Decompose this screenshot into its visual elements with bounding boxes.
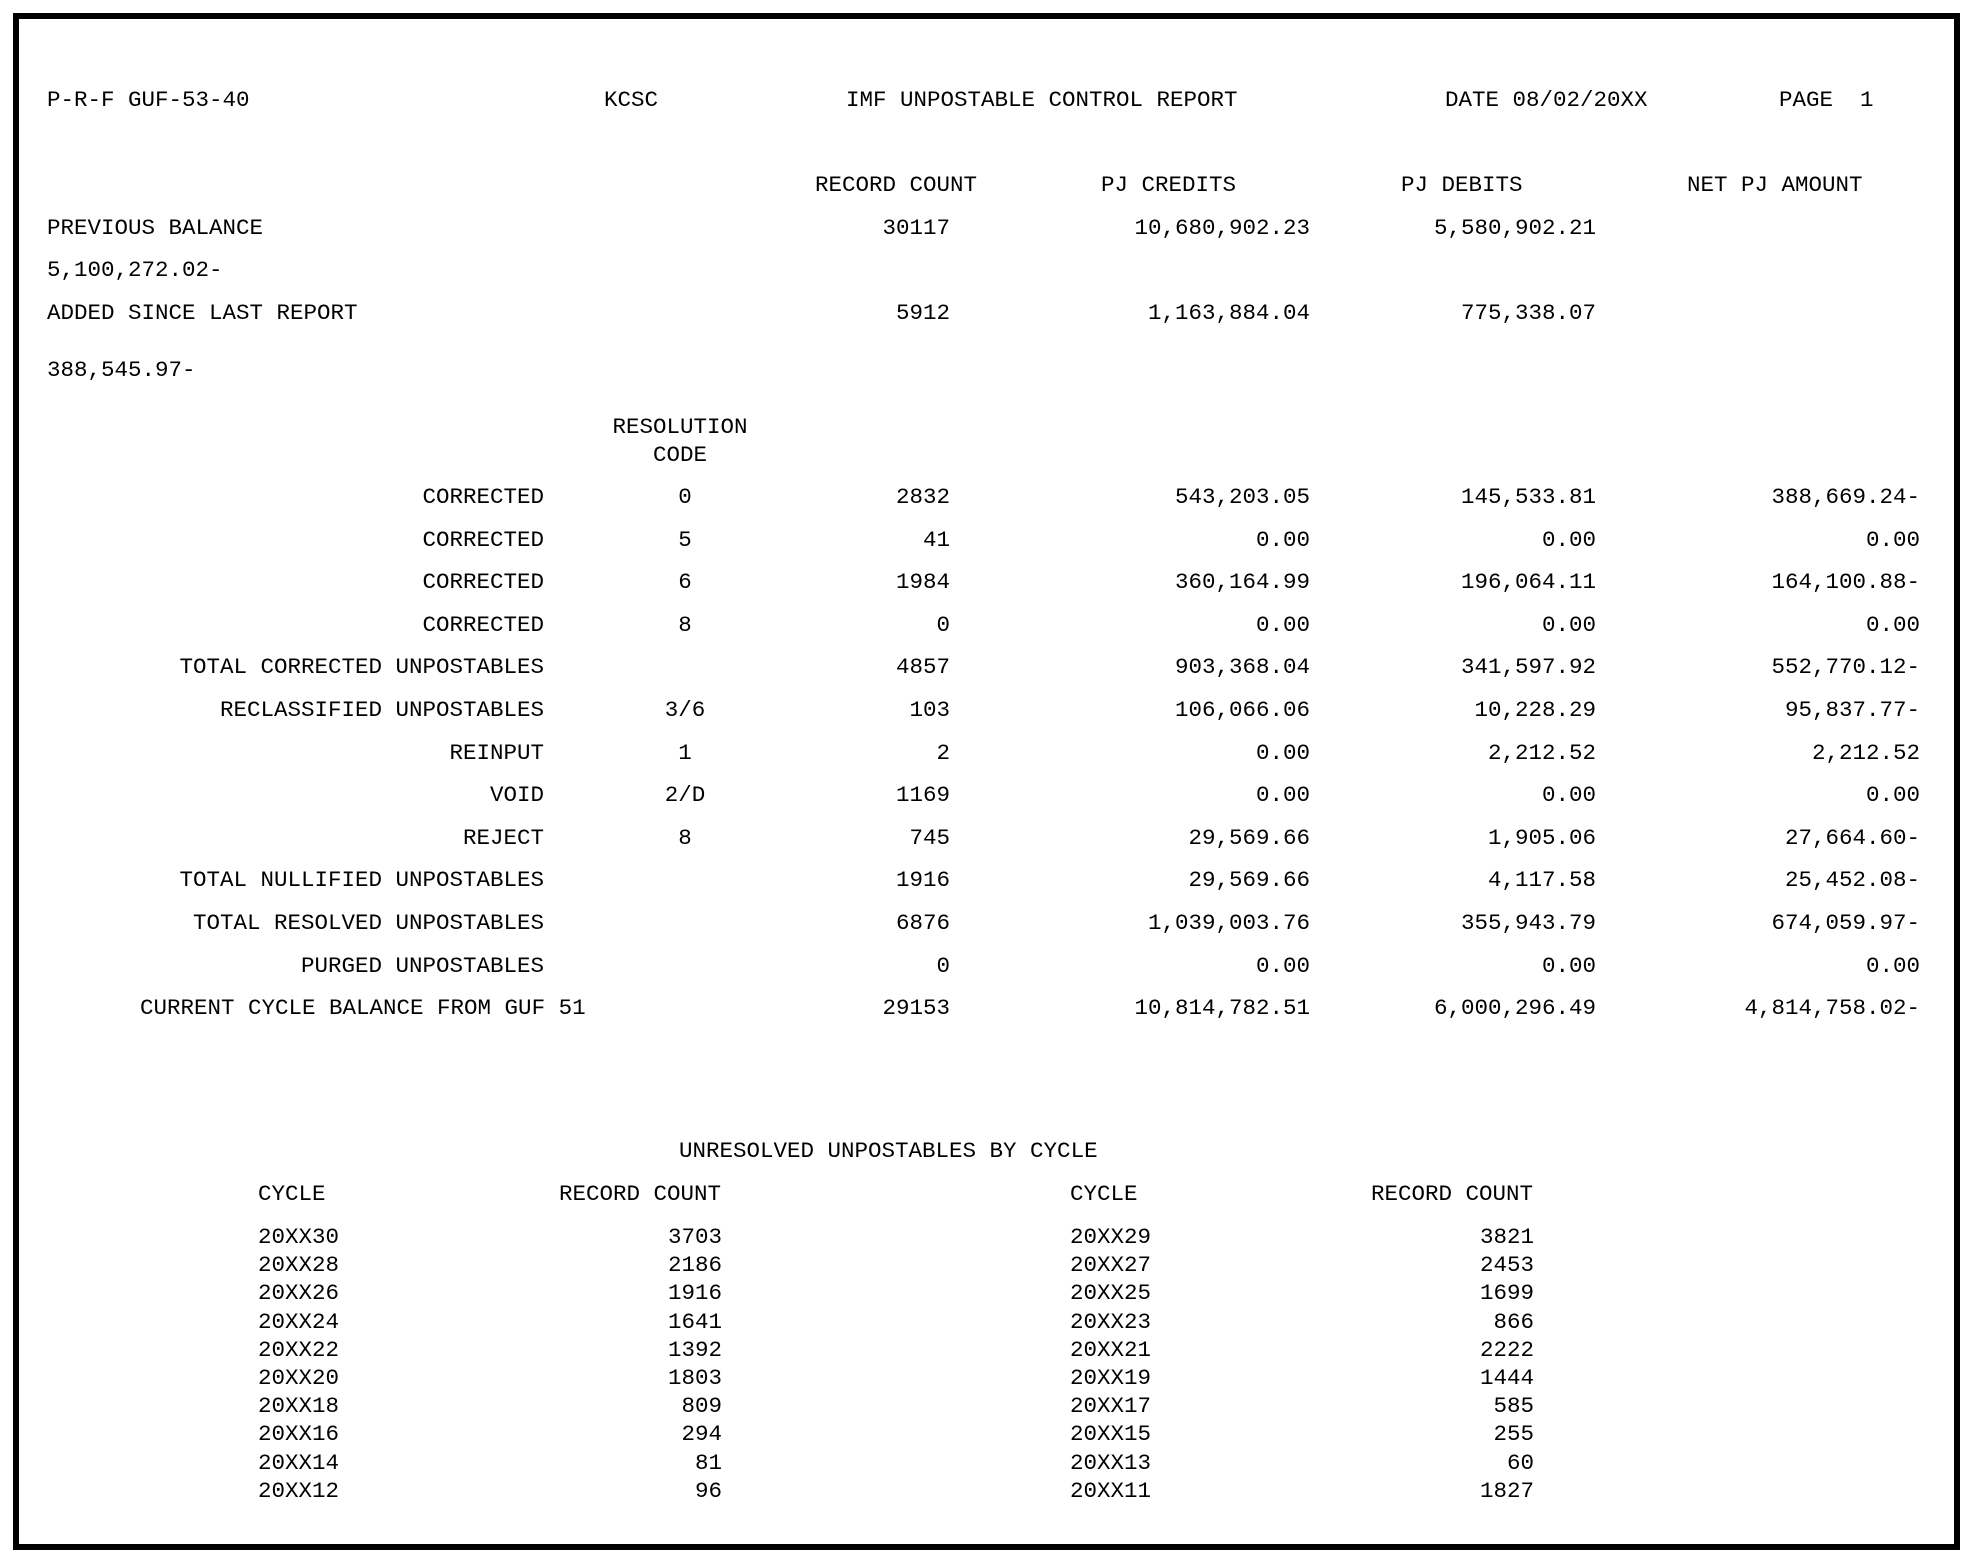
cycle-id: 20XX22 [258, 1337, 340, 1363]
previous-balance-debits: 5,580,902.21 [1433, 215, 1596, 241]
cycle-id: 20XX23 [1070, 1309, 1152, 1335]
cycle-id: 20XX15 [1070, 1421, 1152, 1447]
row-net: 0.00 [1865, 527, 1920, 553]
cycle-record-count: 3703 [667, 1224, 722, 1250]
row-label: REJECT [462, 825, 544, 851]
row-count: 4857 [895, 654, 950, 680]
row-net: 164,100.88- [1771, 569, 1920, 595]
row-debits: 196,064.11 [1460, 569, 1596, 595]
report-date: DATE 08/02/20XX [1445, 87, 1648, 113]
row-debits: 10,228.29 [1474, 697, 1596, 723]
row-debits: 2,212.52 [1487, 740, 1596, 766]
cycle-id: 20XX13 [1070, 1450, 1152, 1476]
row-credits: 0.00 [1255, 527, 1310, 553]
cycle-id: 20XX21 [1070, 1337, 1152, 1363]
col-header-record-count: RECORD COUNT [815, 172, 978, 198]
row-label: CURRENT CYCLE BALANCE FROM GUF 51 [140, 995, 586, 1021]
row-debits: 145,533.81 [1460, 484, 1596, 510]
row-net: 25,452.08- [1784, 867, 1920, 893]
cycle-id: 20XX20 [258, 1365, 340, 1391]
row-debits: 0.00 [1541, 612, 1596, 638]
col-header-pj-debits: PJ DEBITS [1401, 172, 1523, 198]
row-credits: 29,569.66 [1188, 867, 1310, 893]
row-count: 1169 [895, 782, 950, 808]
row-label: TOTAL CORRECTED UNPOSTABLES [179, 654, 544, 680]
previous-balance-label: PREVIOUS BALANCE [47, 215, 264, 241]
row-code: 0 [678, 484, 692, 510]
cycle-id: 20XX19 [1070, 1365, 1152, 1391]
cycle-record-count: 1444 [1479, 1365, 1534, 1391]
cycle-record-count: 1392 [667, 1337, 722, 1363]
row-credits: 543,203.05 [1174, 484, 1310, 510]
row-credits: 0.00 [1255, 612, 1310, 638]
row-debits: 6,000,296.49 [1433, 995, 1596, 1021]
row-credits: 0.00 [1255, 953, 1310, 979]
row-code: 8 [678, 612, 692, 638]
row-code: 6 [678, 569, 692, 595]
row-code: 8 [678, 825, 692, 851]
report-id: P-R-F GUF-53-40 [47, 87, 250, 113]
cycle-id: 20XX14 [258, 1450, 340, 1476]
added-label: ADDED SINCE LAST REPORT [47, 300, 358, 326]
row-count: 2832 [895, 484, 950, 510]
cycle-record-count: 3821 [1479, 1224, 1534, 1250]
cycle-record-count: 255 [1493, 1421, 1534, 1447]
row-count: 41 [922, 527, 950, 553]
row-credits: 10,814,782.51 [1134, 995, 1310, 1021]
row-net: 552,770.12- [1771, 654, 1920, 680]
row-debits: 341,597.92 [1460, 654, 1596, 680]
cycle-record-count: 1803 [667, 1365, 722, 1391]
row-label: CORRECTED [422, 484, 544, 510]
row-credits: 29,569.66 [1188, 825, 1310, 851]
row-label: REINPUT [449, 740, 544, 766]
row-label: PURGED UNPOSTABLES [300, 953, 544, 979]
resolution-header-line1: RESOLUTION [612, 414, 748, 440]
cycle-id: 20XX25 [1070, 1280, 1152, 1306]
row-count: 0 [936, 612, 950, 638]
cycle-id: 20XX16 [258, 1421, 340, 1447]
previous-balance-credits: 10,680,902.23 [1134, 215, 1310, 241]
cycle-id: 20XX12 [258, 1478, 340, 1504]
cycle-id: 20XX30 [258, 1224, 340, 1250]
row-code: 1 [678, 740, 692, 766]
center-code: KCSC [604, 87, 659, 113]
row-net: 674,059.97- [1771, 910, 1920, 936]
page-number: PAGE 1 [1779, 87, 1874, 113]
row-credits: 0.00 [1255, 740, 1310, 766]
row-count: 1916 [895, 867, 950, 893]
row-debits: 0.00 [1541, 782, 1596, 808]
row-count: 103 [909, 697, 950, 723]
row-label: CORRECTED [422, 612, 544, 638]
row-label: RECLASSIFIED UNPOSTABLES [219, 697, 544, 723]
row-credits: 1,039,003.76 [1147, 910, 1310, 936]
row-credits: 0.00 [1255, 782, 1310, 808]
row-debits: 4,117.58 [1487, 867, 1596, 893]
row-net: 95,837.77- [1784, 697, 1920, 723]
row-label: CORRECTED [422, 569, 544, 595]
row-net: 4,814,758.02- [1744, 995, 1920, 1021]
row-code: 2/D [664, 782, 706, 808]
row-count: 29153 [882, 995, 950, 1021]
row-label: TOTAL NULLIFIED UNPOSTABLES [179, 867, 544, 893]
added-credits: 1,163,884.04 [1147, 300, 1310, 326]
cycle-record-count: 866 [1493, 1309, 1534, 1335]
resolution-header-line2: CODE [652, 442, 707, 468]
row-net: 0.00 [1865, 612, 1920, 638]
row-net: 27,664.60- [1784, 825, 1920, 851]
row-net: 0.00 [1865, 953, 1920, 979]
row-label: CORRECTED [422, 527, 544, 553]
row-credits: 360,164.99 [1174, 569, 1310, 595]
unresolved-left-cycle-header: CYCLE [258, 1181, 326, 1207]
row-debits: 355,943.79 [1460, 910, 1596, 936]
unresolved-right-cycle-header: CYCLE [1070, 1181, 1138, 1207]
added-debits: 775,338.07 [1460, 300, 1596, 326]
row-label: TOTAL RESOLVED UNPOSTABLES [192, 910, 544, 936]
col-header-pj-credits: PJ CREDITS [1101, 172, 1237, 198]
row-credits: 903,368.04 [1174, 654, 1310, 680]
row-debits: 0.00 [1541, 527, 1596, 553]
previous-balance-net: 5,100,272.02- [47, 257, 223, 283]
cycle-id: 20XX26 [258, 1280, 340, 1306]
unresolved-right-count-header: RECORD COUNT [1371, 1181, 1534, 1207]
cycle-id: 20XX11 [1070, 1478, 1152, 1504]
cycle-record-count: 2453 [1479, 1252, 1534, 1278]
row-net: 388,669.24- [1771, 484, 1920, 510]
unresolved-title: UNRESOLVED UNPOSTABLES BY CYCLE [679, 1138, 1098, 1164]
row-credits: 106,066.06 [1174, 697, 1310, 723]
row-code: 3/6 [664, 697, 706, 723]
cycle-record-count: 2186 [667, 1252, 722, 1278]
added-count: 5912 [895, 300, 950, 326]
row-count: 0 [936, 953, 950, 979]
col-header-net-pj-amount: NET PJ AMOUNT [1687, 172, 1863, 198]
cycle-record-count: 1699 [1479, 1280, 1534, 1306]
cycle-record-count: 2222 [1479, 1337, 1534, 1363]
row-net: 0.00 [1865, 782, 1920, 808]
row-net: 2,212.52 [1811, 740, 1920, 766]
cycle-id: 20XX29 [1070, 1224, 1152, 1250]
cycle-record-count: 809 [681, 1393, 722, 1419]
cycle-id: 20XX24 [258, 1309, 340, 1335]
cycle-record-count: 96 [694, 1478, 722, 1504]
previous-balance-count: 30117 [882, 215, 950, 241]
cycle-id: 20XX28 [258, 1252, 340, 1278]
cycle-id: 20XX18 [258, 1393, 340, 1419]
unresolved-left-count-header: RECORD COUNT [559, 1181, 722, 1207]
row-count: 6876 [895, 910, 950, 936]
row-code: 5 [678, 527, 692, 553]
row-label: VOID [489, 782, 544, 808]
cycle-id: 20XX27 [1070, 1252, 1152, 1278]
cycle-record-count: 1641 [667, 1309, 722, 1335]
row-count: 2 [936, 740, 950, 766]
row-count: 1984 [895, 569, 950, 595]
row-debits: 0.00 [1541, 953, 1596, 979]
cycle-record-count: 585 [1493, 1393, 1534, 1419]
cycle-record-count: 60 [1506, 1450, 1534, 1476]
cycle-record-count: 1916 [667, 1280, 722, 1306]
cycle-id: 20XX17 [1070, 1393, 1152, 1419]
cycle-record-count: 81 [694, 1450, 722, 1476]
cycle-record-count: 1827 [1479, 1478, 1534, 1504]
added-net: 388,545.97- [47, 357, 196, 383]
row-debits: 1,905.06 [1487, 825, 1596, 851]
row-count: 745 [909, 825, 950, 851]
cycle-record-count: 294 [681, 1421, 722, 1447]
report-title: IMF UNPOSTABLE CONTROL REPORT [846, 87, 1238, 113]
